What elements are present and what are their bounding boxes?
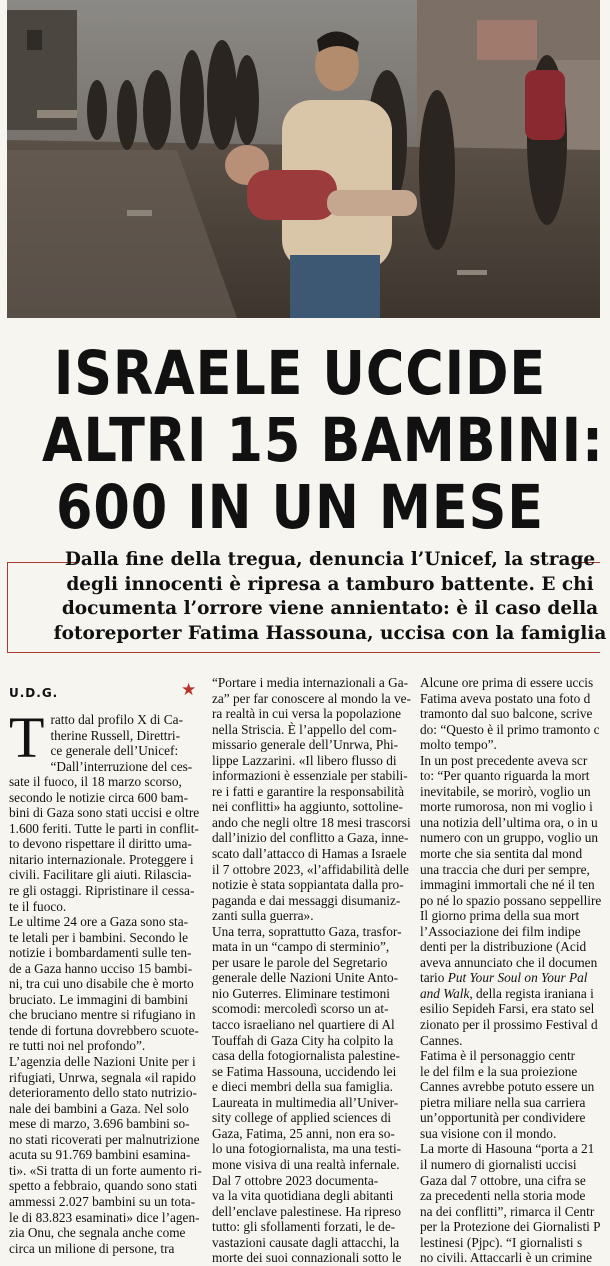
article-line: sua visione con il mondo. <box>420 1125 557 1141</box>
article-column-2 <box>212 675 411 1266</box>
article-line: acuta su 91.769 bambini esamina- <box>9 1147 191 1163</box>
article-line: dall’inizio del conflitto a Gaza, inne- <box>212 830 409 846</box>
headline-line-1: ISRAELE UCCIDE <box>53 338 547 409</box>
photo-illustration <box>7 0 600 318</box>
article-line: va la vita quotidiana degli abitanti <box>212 1188 394 1204</box>
article-line: Laureata in multimedia all’Univer- <box>212 1094 399 1110</box>
article-line: to devono rispettare il diritto uma- <box>9 836 192 852</box>
article-line: te il fuoco. <box>9 898 67 914</box>
article-line: casa della fotogiornalista palestine- <box>212 1048 400 1064</box>
article-line: zionato per il prossimo Festival d <box>420 1017 598 1033</box>
article-line: Gaza dal 7 ottobre, una cifra se <box>420 1172 586 1188</box>
article-line: Fatima aveva postato una foto d <box>420 690 591 706</box>
article-line: l’Associazione dei film indipe <box>420 923 581 939</box>
article-line: se Fatima Hassouna, uccidendo lei <box>212 1063 397 1079</box>
article-line: ratto dal profilo X di Ca- <box>50 712 184 727</box>
article-line: che bruciano mentre si rifugiano in <box>9 1007 196 1023</box>
article-line: circa un milione di persone, tra <box>9 1240 175 1256</box>
subtitle-line: degli innocenti è ripresa a tamburo battente. E chi <box>66 573 594 595</box>
article-line: no stati ricoverati per malnutrizione <box>9 1131 200 1147</box>
article-line: notizie è stata soppiantata dalla pro- <box>212 877 404 893</box>
headline <box>42 338 604 543</box>
article-line: tacco israeliano nel quartiere di Al <box>212 1017 395 1033</box>
article-line: tutto: gli sfollamenti forzati, le de- <box>212 1219 396 1235</box>
article-line: nale dei bambini a Gaza. Nel solo <box>9 1100 189 1116</box>
article-line: mese di marzo, 3.696 bambini so- <box>9 1116 190 1132</box>
article-line: La morte di Hasouna “porta a 21 <box>420 1141 595 1157</box>
article-line: inevitabile, se morirò, voglio un <box>420 783 591 799</box>
article-line: morte che sia sentita dal mond <box>420 846 583 862</box>
article-line: nitario internazionale. Proteggere i <box>9 851 194 867</box>
star-icon: ★ <box>181 680 197 700</box>
byline: U.D.G. <box>9 686 59 700</box>
subtitle <box>50 548 610 646</box>
article-line: dell’enclave palestinese. Ha ripreso <box>212 1203 402 1219</box>
article-line: ce generale dell’Unicef: <box>50 743 179 759</box>
subtitle-rule-bottom <box>7 652 600 653</box>
article-line: le del film e la sua proiezione <box>420 1063 578 1079</box>
film-title-cont: and Walk <box>420 985 470 1001</box>
article-line: tramonto dal suo balcone, scrive <box>420 706 593 722</box>
article-line: nio Guterres. Eliminare testimoni <box>212 985 390 1001</box>
article-line: bruciato. Le immagini di bambini <box>9 991 189 1007</box>
article-line: aveva annunciato che il documen <box>420 954 598 970</box>
article-text: tario <box>420 970 448 986</box>
article-line: “Dall’interruzione del ces- <box>50 758 193 774</box>
article-line: lestinesi (Pjpc). “I giornalisti s <box>420 1234 583 1250</box>
article-line: za” per far conoscere al mondo la ve- <box>212 690 411 706</box>
article-line: numero con un gruppo, voglio un <box>420 830 599 846</box>
article-line: notizie i bombardamenti sulle ten- <box>9 945 192 961</box>
article-line: vastazioni causate dagli attacchi, la <box>212 1234 400 1250</box>
article-line: ti». «Si tratta di un forte aumento ri- <box>9 1162 202 1178</box>
article-line: per la Protezione dei Giornalisti P <box>420 1219 601 1235</box>
article-line: re gli ostaggi. Ripristinare il cessa- <box>9 883 195 899</box>
article-line: Il giorno prima della sua mort <box>420 908 580 924</box>
article-line: il numero di giornalisti uccisi <box>420 1156 577 1172</box>
article-line: paganda e dai messaggi disumaniz- <box>212 892 401 908</box>
article-line: lippe Lazzarini. «Il libero flusso di <box>212 752 397 768</box>
article-line: informazioni è essenziale per stabili- <box>212 768 408 784</box>
article-line: pietra miliare nella sua carriera <box>420 1094 586 1110</box>
article-line: po né lo spazio possano seppellire <box>420 892 602 908</box>
headline-line-2: ALTRI 15 BAMBINI: <box>42 405 604 476</box>
article-line: L’agenzia delle Nazioni Unite per i <box>9 1054 196 1070</box>
article-line: de a Gaza hanno ucciso 15 bambi- <box>9 960 193 976</box>
article-line: ando che negli oltre 18 mesi trascorsi <box>212 814 411 830</box>
subtitle-rule-left <box>7 562 8 652</box>
film-title: Put Your Soul on Your Pal <box>447 970 588 986</box>
article-line: re i fatti e garantire la responsabilità <box>212 783 404 799</box>
article-line: Gaza, Fatima, 25 anni, non era so- <box>212 1125 395 1141</box>
article-line: deterioramento dello stato nutrizio- <box>9 1085 197 1101</box>
article-line: no civili. Attaccarli è un crimine <box>420 1250 593 1266</box>
article-line: zia Onu, che segnala anche come <box>9 1225 186 1241</box>
article-line: un’opportunità per condividere <box>420 1110 586 1126</box>
column-1-body <box>9 705 202 1256</box>
article-line: Fatima è il personaggio centr <box>420 1048 576 1064</box>
article-line: denti per la distribuzione (Acid <box>420 939 587 955</box>
article-line: lo una fotogiornalista, ma una testi- <box>212 1141 402 1157</box>
article-line: e dieci membri della sua famiglia. <box>212 1079 393 1095</box>
article-line: za precedenti nella storia mode <box>420 1188 586 1204</box>
article-column-3 <box>420 675 605 1266</box>
article-line: nella Striscia. È l’appello del com- <box>212 721 397 737</box>
subtitle-line: Dalla fine della tregua, denuncia l’Unicef, la strage <box>64 549 596 570</box>
article-line: Le ultime 24 ore a Gaza sono sta- <box>9 914 189 930</box>
article-text: , della regista iraniana i <box>469 985 594 1001</box>
article-line: Alcune ore prima di essere uccis <box>420 675 594 690</box>
article-line: immagini immortali che né il ten <box>420 877 595 893</box>
article-line: zanti sulla guerra». <box>212 908 314 924</box>
article-line: Cannes. <box>420 1032 463 1048</box>
article-line <box>420 986 605 1002</box>
subtitle-line: documenta l’orrore viene annientato: è il caso della <box>61 598 599 619</box>
article-line: per usare le parole del Segretario <box>212 954 388 970</box>
article-line: bini di Gaza sono stati uccisi e oltre <box>9 805 200 821</box>
article-line: re tutti noi nel profondo”. <box>9 1038 146 1054</box>
article-line: scato dall’attacco di Hamas a Israele <box>212 846 407 862</box>
article-line: esilio Sepideh Farsi, era stato sel <box>420 1001 595 1017</box>
article-line: molto tempo”. <box>420 737 497 753</box>
article-line: ammessi 2.027 bambini su un tota- <box>9 1193 196 1209</box>
article-line: nei conflitti» ha aggiunto, sottoline- <box>212 799 403 815</box>
article-line: 1.600 feriti. Tutte le parti in conflit- <box>9 820 199 836</box>
article-line: Cannes avrebbe potuto essere un <box>420 1079 595 1095</box>
column-2-body <box>212 675 411 1266</box>
article-line: Dal 7 ottobre 2023 documenta- <box>212 1172 379 1188</box>
article-line: morte dei suoi connazionali sotto le <box>212 1250 402 1266</box>
article-line: do: “Questo è il primo tramonto c <box>420 721 600 737</box>
article-line: na dei conflitti”, rimarca il Centr <box>420 1203 595 1219</box>
article-line: sity college of applied sciences di <box>212 1110 392 1126</box>
article-line: una traccia che duri per sempre, <box>420 861 590 877</box>
article-line: Touffah di Gaza City ha colpito la <box>212 1032 394 1048</box>
article-line: scomodi: mercoledì scorso un at- <box>212 1001 389 1017</box>
subtitle-line: fotoreporter Fatima Hassouna, uccisa con la famiglia <box>53 622 607 644</box>
article-line: mone visiva di una realtà infernale. <box>212 1156 400 1172</box>
article-line: rifugiati, Unrwa, segnala «il rapido <box>9 1069 196 1085</box>
article-line: mata in un “campo di sterminio”, <box>212 939 390 955</box>
article-line: morte rumorosa, non mi voglio i <box>420 799 593 815</box>
drop-cap: T <box>9 705 45 770</box>
headline-line-3: 600 IN UN MESE <box>56 472 544 543</box>
article-line: tende di fortuna dovrebbero scuote- <box>9 1022 199 1038</box>
article-line: te letali per i bambini. Secondo le <box>9 929 189 945</box>
article-line: ni, tra cui uno disabile che è morto <box>9 976 194 992</box>
article-line: una notizia dell’ultima ora, o in u <box>420 814 598 830</box>
article-line: to: “Per quanto riguarda la mort <box>420 768 590 784</box>
article-line <box>420 970 605 986</box>
article-line: therine Russell, Direttri- <box>50 727 181 743</box>
article-line: civili. Facilitare gli aiuti. Rilascia- <box>9 867 192 883</box>
article-line: “Portare i media internazionali a Ga- <box>212 675 409 690</box>
article-line: missario generale dell’Unrwa, Phi- <box>212 737 399 753</box>
article-line: secondo le notizie circa 600 bam- <box>9 789 189 805</box>
article-line: spetto a febbraio, quando sono stati <box>9 1178 198 1194</box>
news-photo <box>7 0 600 318</box>
article-line: le di 83.823 esaminati» dice l’agen- <box>9 1209 200 1225</box>
article-line: generale delle Nazioni Unite Anto- <box>212 970 399 986</box>
article-column-1 <box>9 705 202 1256</box>
article-line: ra realtà in cui versa la popolazione <box>212 706 402 722</box>
article-line: Una terra, soprattutto Gaza, trasfor- <box>212 923 402 939</box>
column-3-body <box>420 675 605 1266</box>
article-line: il 7 ottobre 2023, «l’affidabilità delle <box>212 861 409 877</box>
article-line: In un post precedente aveva scr <box>420 752 588 768</box>
article-line: sate il fuoco, il 18 marzo scorso, <box>9 774 182 790</box>
